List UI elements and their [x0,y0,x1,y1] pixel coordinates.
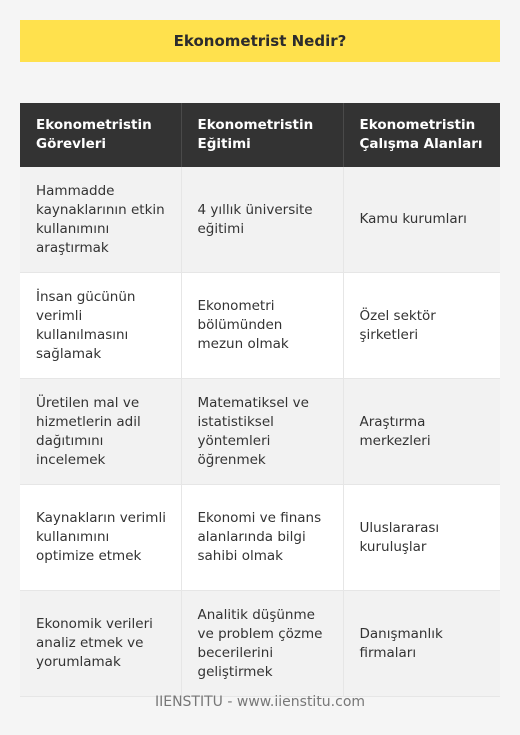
table-header-row [20,103,500,167]
table-cell: İnsan gücünün verimli kullanılmasını sağlamak [20,273,181,379]
table-row [20,273,500,379]
table-cell: Danışmanlık firmaları [343,591,500,697]
table-row [20,379,500,485]
page-title: Ekonometrist Nedir? [20,20,500,62]
table-cell: Ekonomi ve finans alanlarında bilgi sahibi olmak [181,485,343,591]
info-table [20,103,500,697]
column-header-education: Ekonometristin Eğitimi [181,103,343,167]
table-cell: Özel sektör şirketleri [343,273,500,379]
table-cell: Kamu kurumları [343,167,500,273]
table-cell: Matematiksel ve istatistiksel yöntemleri öğrenmek [181,379,343,485]
table-row [20,167,500,273]
column-header-work-areas: Ekonometristin Çalışma Alanları [343,103,500,167]
table-cell: Ekonometri bölümünden mezun olmak [181,273,343,379]
table-cell: Analitik düşünme ve problem çözme becerilerini geliştirmek [181,591,343,697]
table-row [20,485,500,591]
table-cell: Araştırma merkezleri [343,379,500,485]
table-cell: Üretilen mal ve hizmetlerin adil dağıtımını incelemek [20,379,181,485]
table-cell: Hammadde kaynaklarının etkin kullanımını araştırmak [20,167,181,273]
table-cell: Ekonomik verileri analiz etmek ve yorumlamak [20,591,181,697]
table-cell: Kaynakların verimli kullanımını optimize etmek [20,485,181,591]
column-header-duties: Ekonometristin Görevleri [20,103,181,167]
table-cell: Uluslararası kuruluşlar [343,485,500,591]
footer-credit: IIENSTITU - www.iienstitu.com [154,694,366,710]
table-row [20,591,500,697]
table-cell: 4 yıllık üniversite eğitimi [181,167,343,273]
